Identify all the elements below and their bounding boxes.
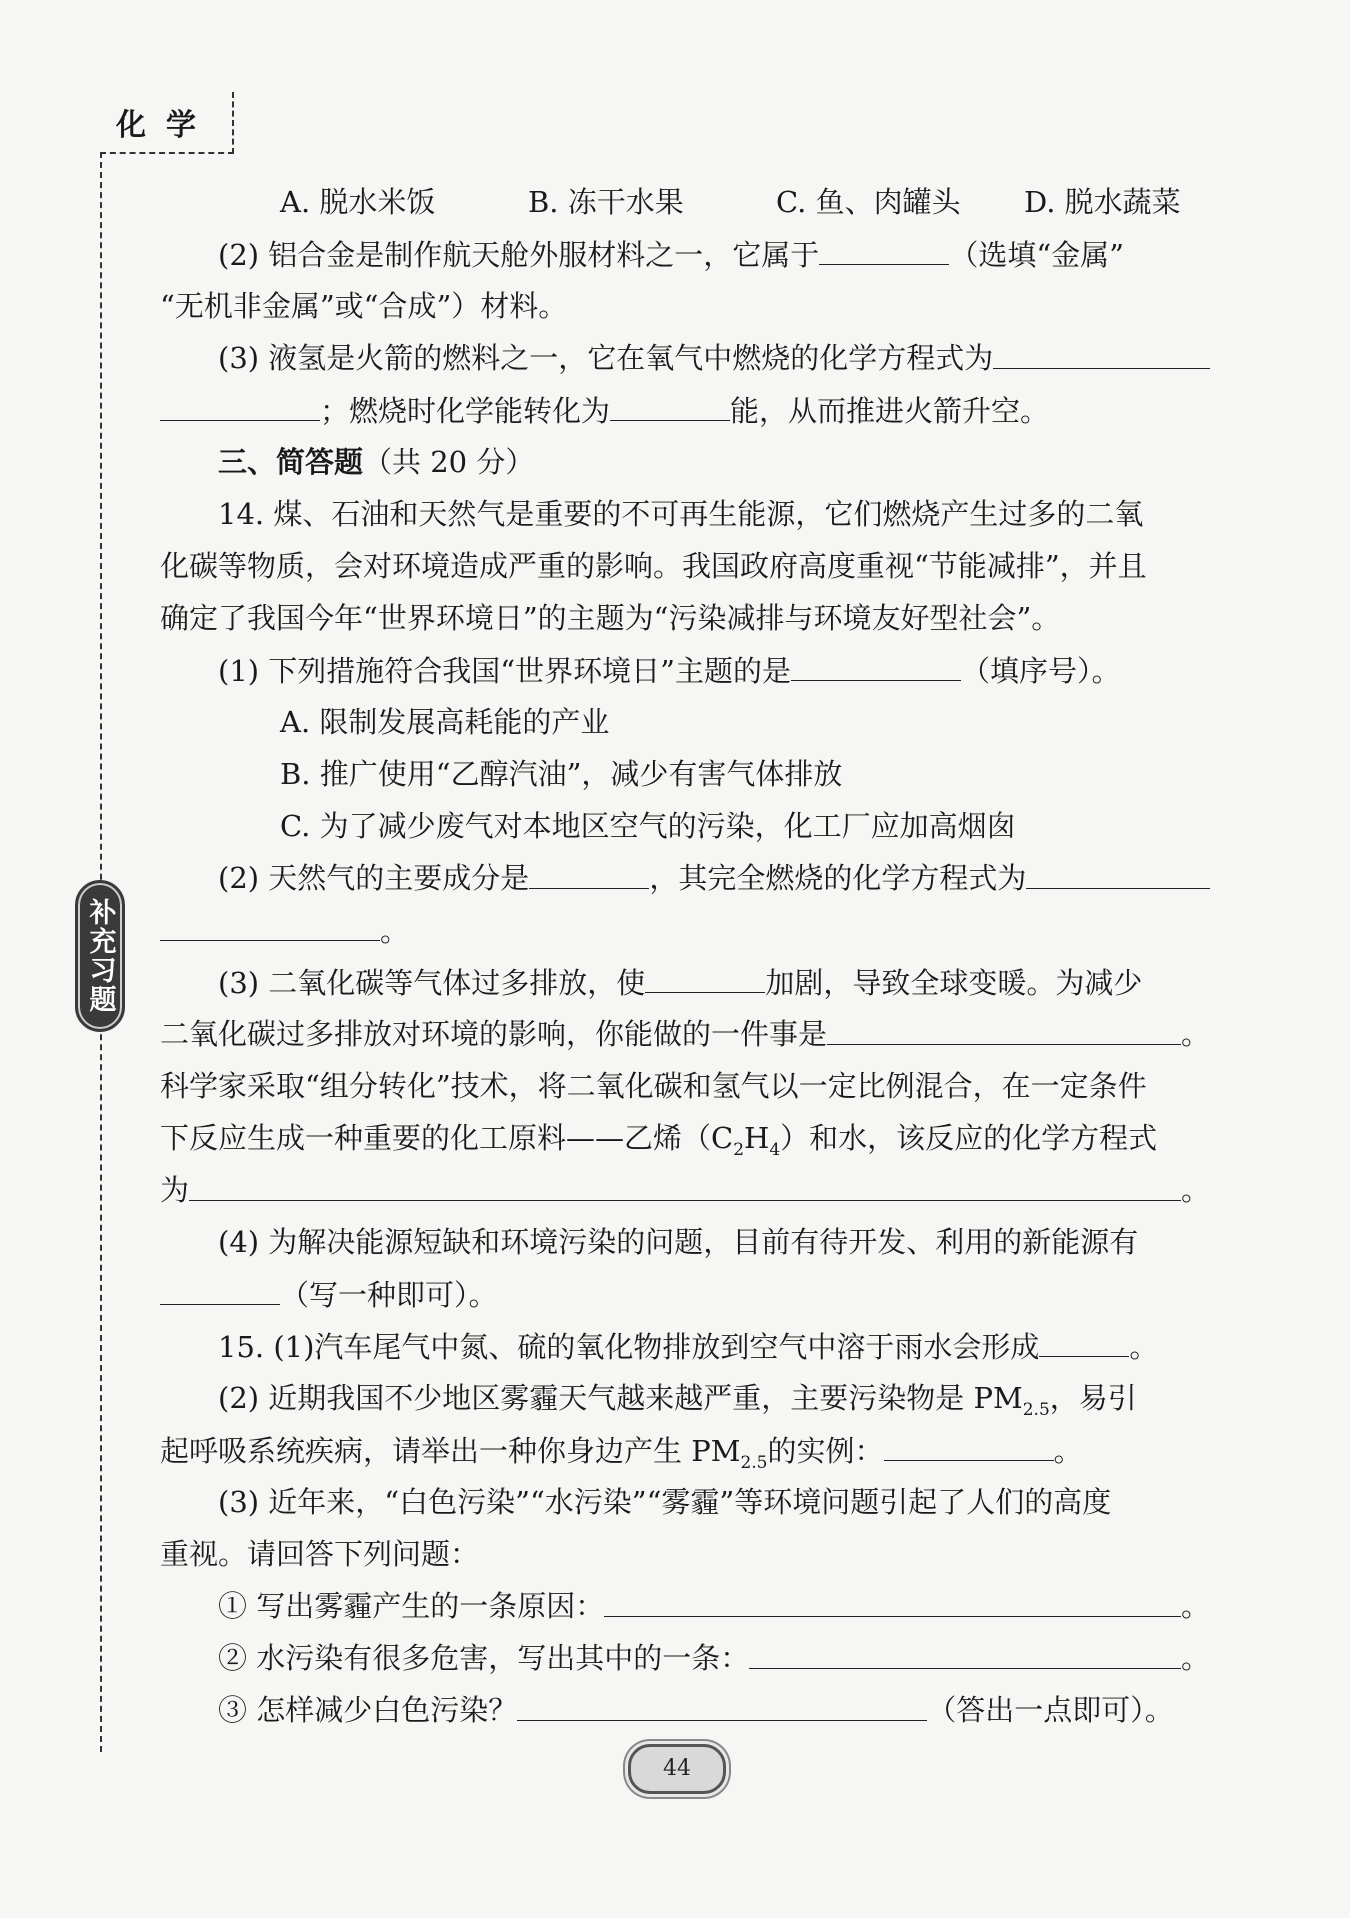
answer-blank[interactable] — [1026, 852, 1210, 889]
text-line: (3) 近年来，“白色污染”“水污染”“雾霾”等环境问题引起了人们的高度 — [218, 1485, 1112, 1519]
subscript: 2.5 — [740, 1452, 768, 1473]
text: ① 写出雾霾产生的一条原因： — [218, 1589, 605, 1623]
subscript: 2 — [733, 1139, 745, 1160]
answer-blank[interactable] — [517, 1684, 927, 1721]
text: 。 — [380, 914, 410, 948]
text: (3) 二氧化碳等气体过多排放，使 — [218, 966, 646, 1000]
text: 下反应生成一种重要的化工原料——乙烯（C — [160, 1121, 734, 1155]
section-note: （共 20 分） — [363, 445, 535, 479]
options-row — [160, 176, 1210, 228]
answer-blank[interactable] — [160, 1268, 280, 1305]
question-14-3 — [160, 956, 1210, 1008]
answer-blank[interactable] — [827, 1008, 1181, 1045]
text: (3) 液氢是火箭的燃料之一，它在氧气中燃烧的化学方程式为 — [218, 341, 994, 375]
text: 起呼吸系统疾病，请举出一种你身边产生 PM — [160, 1434, 741, 1468]
text: 加剧，导致全球变暖。为减少 — [765, 966, 1143, 1000]
answer-blank[interactable] — [160, 904, 380, 941]
question-13-3-cont — [160, 384, 1210, 436]
question-15-2-cont — [160, 1424, 1210, 1476]
text: （写一种即可）。 — [280, 1278, 498, 1312]
question-15-1 — [160, 1320, 1210, 1372]
text-line: 14. 煤、石油和天然气是重要的不可再生能源，它们燃烧产生过多的二氧 — [218, 497, 1144, 531]
text: (2) 铝合金是制作航天舱外服材料之一，它属于 — [218, 238, 820, 272]
side-tab-label: 补充习题 — [75, 880, 125, 1032]
section-heading — [160, 436, 1210, 488]
text: 。 — [1129, 1330, 1159, 1364]
option-a: A. 脱水米饭 — [280, 185, 436, 219]
option-c: C. 鱼、肉罐头 — [776, 185, 961, 219]
text: （填序号）。 — [960, 654, 1121, 688]
question-14-4-cont — [160, 1268, 1210, 1320]
question-13-2 — [160, 228, 1210, 280]
text: ，易引 — [1049, 1381, 1137, 1415]
question-14-2-cont — [160, 904, 1210, 956]
text-line: 重视。请回答下列问题： — [160, 1537, 480, 1571]
answer-blank[interactable] — [189, 1164, 1181, 1201]
section-title: 三、简答题 — [218, 445, 364, 479]
subscript: 2.5 — [1022, 1399, 1050, 1420]
text: H — [744, 1121, 770, 1155]
answer-blank[interactable] — [993, 332, 1210, 369]
answer-blank[interactable] — [791, 644, 961, 681]
text: 。 — [1180, 1017, 1210, 1051]
question-15-3-1 — [160, 1580, 1210, 1632]
answer-blank[interactable] — [884, 1424, 1054, 1461]
text: 能，从而推进火箭升空。 — [730, 394, 1050, 428]
text: ② 水污染有很多危害，写出其中的一条： — [218, 1641, 750, 1675]
question-14-3-cont — [160, 1008, 1210, 1060]
text: 为 — [160, 1173, 190, 1207]
text: 15. (1)汽车尾气中氮、硫的氧化物排放到空气中溶于雨水会形成 — [218, 1330, 1040, 1364]
question-14-1 — [160, 644, 1210, 696]
text: （选填“金属” — [949, 238, 1124, 272]
answer-blank[interactable] — [529, 852, 649, 889]
question-15-3-3 — [160, 1684, 1210, 1736]
option-d: D. 脱水蔬菜 — [1024, 185, 1181, 219]
answer-blank[interactable] — [645, 956, 765, 993]
text-line: 化碳等物质，会对环境造成严重的影响。我国政府高度重视“节能减排”，并且 — [160, 549, 1147, 583]
text-line — [160, 1112, 1210, 1164]
text: 。 — [1180, 1589, 1210, 1623]
answer-blank[interactable] — [1039, 1320, 1129, 1357]
question-14-3-equation — [160, 1164, 1210, 1216]
choice-a: A. 限制发展高耗能的产业 — [280, 705, 610, 739]
text-line: (4) 为解决能源短缺和环境污染的问题，目前有待开发、利用的新能源有 — [218, 1225, 1139, 1259]
choice-b: B. 推广使用“乙醇汽油”，减少有害气体排放 — [280, 757, 843, 791]
answer-blank[interactable] — [819, 228, 949, 265]
text: ，其完全燃烧的化学方程式为 — [649, 861, 1027, 895]
text: 二氧化碳过多排放对环境的影响，你能做的一件事是 — [160, 1017, 828, 1051]
text-line: 科学家采取“组分转化”技术，将二氧化碳和氢气以一定比例混合，在一定条件 — [160, 1069, 1147, 1103]
text: 。 — [1180, 1641, 1210, 1675]
answer-blank[interactable] — [749, 1632, 1181, 1669]
text: 。 — [1053, 1434, 1083, 1468]
page-number: 44 — [628, 1744, 726, 1794]
text: 。 — [1180, 1173, 1210, 1207]
text-line: “无机非金属”或“合成”）材料。 — [160, 289, 568, 323]
text: ）和水，该反应的化学方程式 — [780, 1121, 1158, 1155]
text: (1) 下列措施符合我国“世界环境日”主题的是 — [218, 654, 791, 688]
answer-blank[interactable] — [604, 1580, 1181, 1617]
question-14-2 — [160, 852, 1210, 904]
option-b: B. 冻干水果 — [528, 185, 684, 219]
question-15-2 — [160, 1372, 1210, 1424]
text: ③ 怎样减少白色污染？ — [218, 1693, 518, 1727]
answer-blank[interactable] — [610, 384, 730, 421]
answer-blank[interactable] — [160, 384, 320, 421]
subject-title: 化学 — [116, 108, 216, 143]
text: (2) 近期我国不少地区雾霾天气越来越严重，主要污染物是 PM — [218, 1381, 1023, 1415]
page-content — [160, 176, 1210, 1736]
text: (2) 天然气的主要成分是 — [218, 861, 530, 895]
text-line: 确定了我国今年“世界环境日”的主题为“污染减排与环境友好型社会”。 — [160, 601, 1061, 635]
subscript: 4 — [769, 1139, 781, 1160]
text: 的实例： — [767, 1434, 884, 1468]
question-15-3-2 — [160, 1632, 1210, 1684]
text: ；燃烧时化学能转化为 — [320, 394, 611, 428]
text: （答出一点即可）。 — [927, 1693, 1174, 1727]
question-13-3 — [160, 332, 1210, 384]
choice-c: C. 为了减少废气对本地区空气的污染，化工厂应加高烟囱 — [280, 809, 1016, 843]
